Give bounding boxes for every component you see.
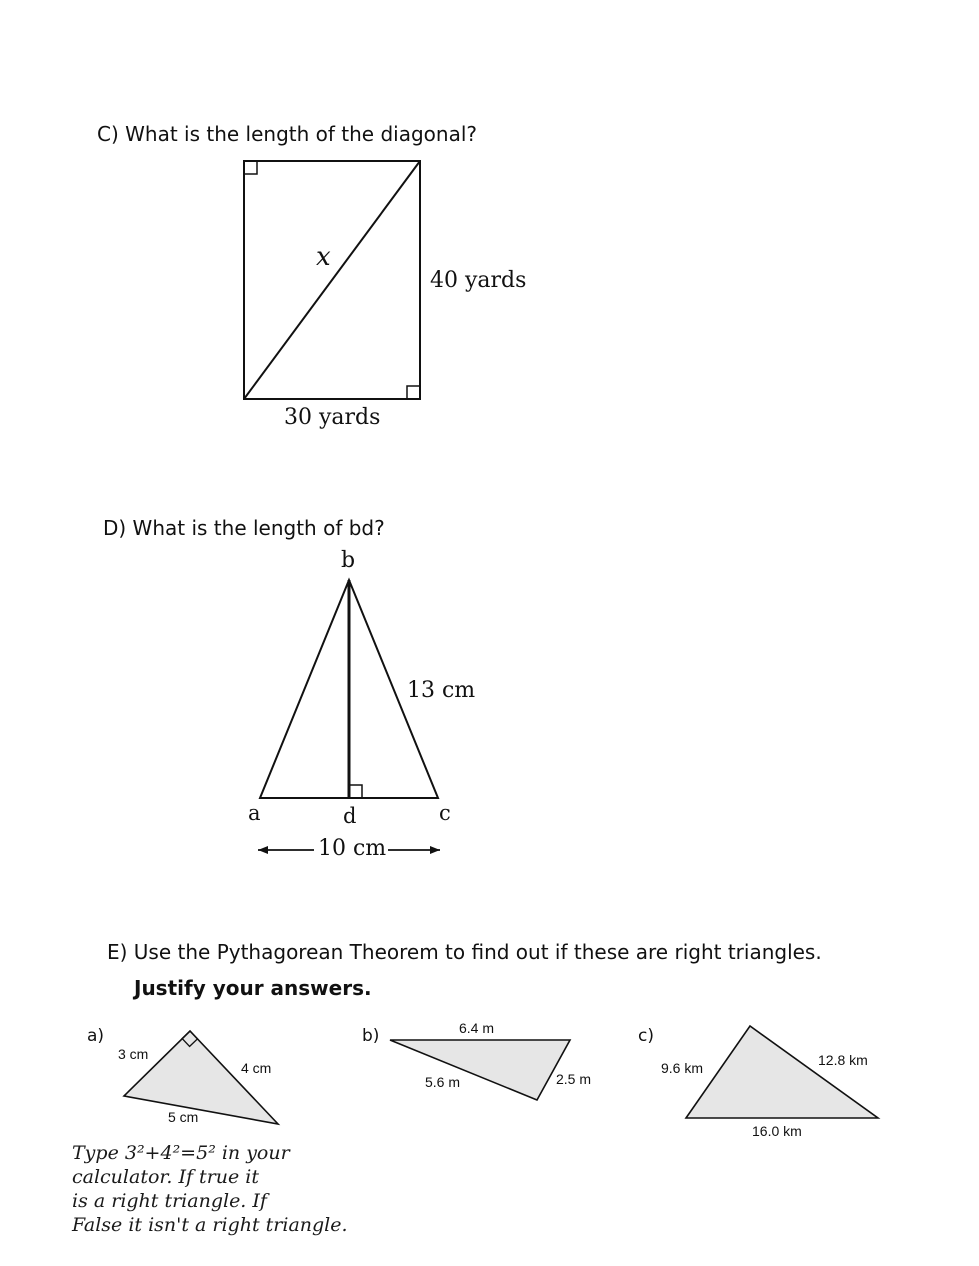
right-angle-marker-bottom-right	[407, 386, 420, 399]
triangle-e-c	[686, 1026, 878, 1118]
triangle-e-b	[390, 1040, 570, 1100]
handwritten-note-line-2: calculator. If true it	[72, 1166, 260, 1188]
triangle-b-label: b)	[362, 1026, 380, 1046]
triangle-e-a-shape	[124, 1031, 278, 1124]
triangle-e-b-shape	[390, 1040, 570, 1100]
arrowhead-left-icon	[258, 846, 268, 854]
triangle-b-side-2-5m: 2.5 m	[556, 1071, 592, 1087]
triangle-b-side-6-4m: 6.4 m	[459, 1020, 495, 1036]
triangle-c-side-12-8km: 12.8 km	[818, 1052, 868, 1068]
vertex-a-label: a	[248, 801, 261, 825]
vertex-d-label: d	[343, 804, 357, 828]
handwritten-note-line-3: is a right triangle. If	[72, 1190, 267, 1212]
rectangle-diagonal	[244, 161, 420, 399]
base-label-10-cm: 10 cm	[318, 836, 387, 861]
rectangle-diagram	[244, 161, 420, 399]
triangle-b-side-5-6m: 5.6 m	[425, 1074, 461, 1090]
triangle-c-side-16-0km: 16.0 km	[752, 1123, 802, 1139]
triangle-a-label: a)	[87, 1026, 105, 1046]
bottom-label-30-yards: 30 yards	[284, 405, 381, 430]
triangle-e-c-shape	[686, 1026, 878, 1118]
arrowhead-right-icon	[430, 846, 440, 854]
question-d-prompt: D) What is the length of bd?	[103, 516, 385, 540]
diagonal-label: x	[316, 242, 331, 272]
question-c-prompt: C) What is the length of the diagonal?	[97, 122, 478, 146]
handwritten-note-line-1: Type 3²+4²=5² in your	[72, 1142, 290, 1164]
triangle-e-a	[124, 1031, 278, 1124]
right-angle-marker-d	[349, 785, 362, 798]
triangle-a-side-3cm: 3 cm	[118, 1046, 149, 1062]
question-e-prompt: E) Use the Pythagorean Theorem to find out if these are right triangles.	[107, 940, 822, 964]
question-e-instruction: Justify your answers.	[134, 976, 372, 1000]
right-angle-marker-top-left	[244, 161, 257, 174]
vertex-c-label: c	[439, 801, 451, 825]
triangle-a-side-4cm: 4 cm	[241, 1060, 272, 1076]
triangle-c-side-9-6km: 9.6 km	[661, 1060, 704, 1076]
side-label-40-yards: 40 yards	[430, 268, 527, 293]
side-label-13-cm: 13 cm	[407, 678, 476, 703]
vertex-b-label: b	[341, 548, 356, 573]
handwritten-note-line-4: False it isn't a right triangle.	[72, 1214, 348, 1236]
triangle-a-side-5cm: 5 cm	[168, 1109, 199, 1125]
triangle-c-label: c)	[638, 1026, 654, 1046]
